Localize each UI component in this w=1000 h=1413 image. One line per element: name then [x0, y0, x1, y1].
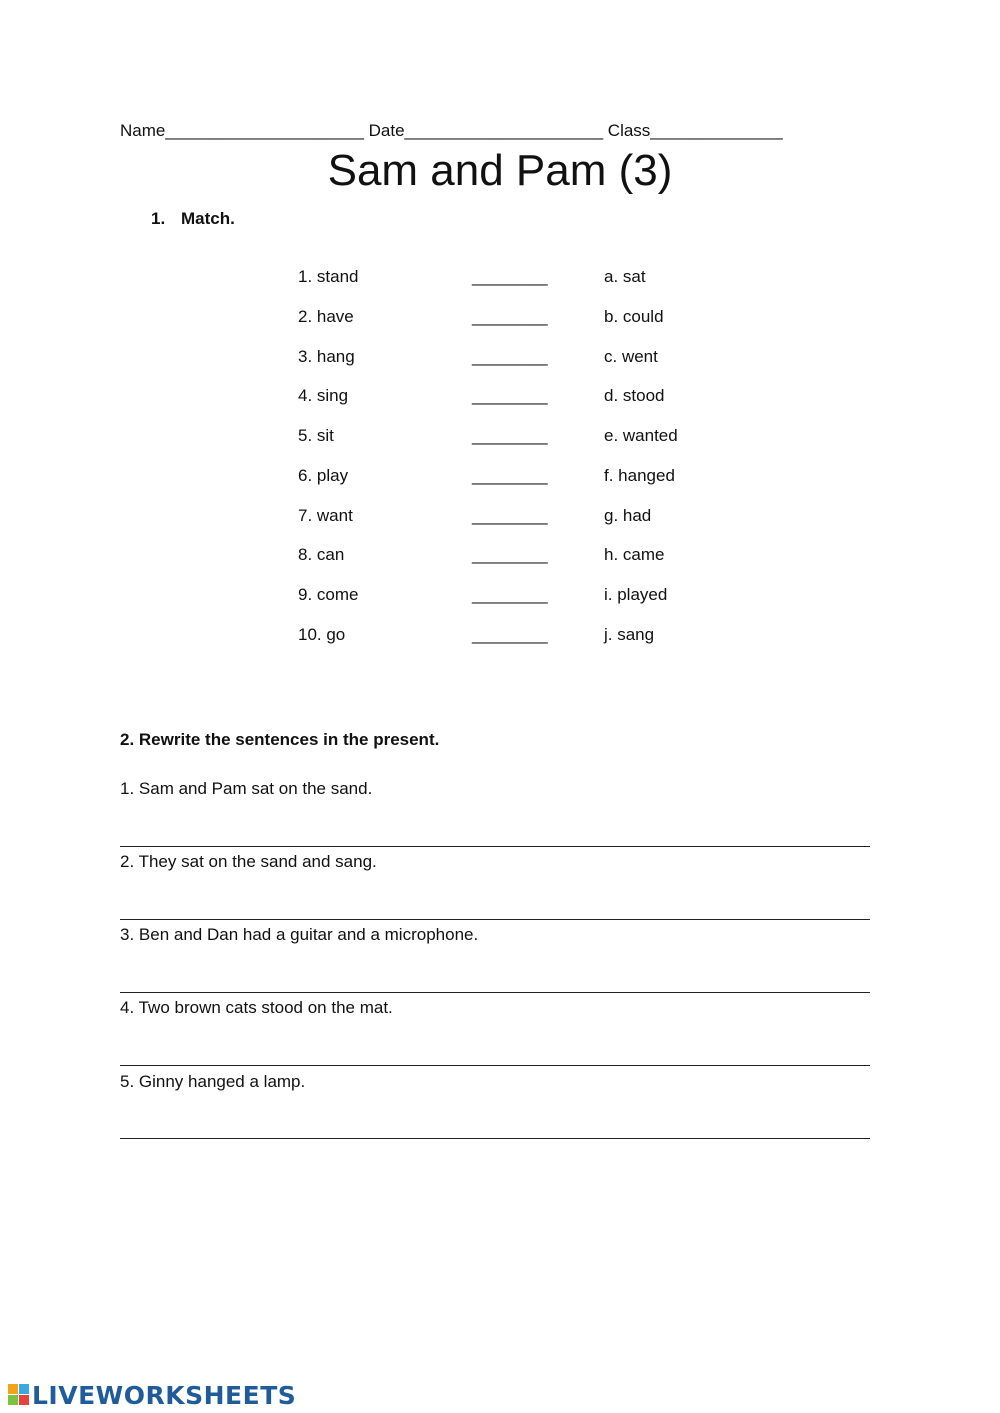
match-word: 2. have	[298, 307, 354, 326]
match-answer-blank[interactable]: ________	[472, 466, 548, 485]
sentence-prompt: 5. Ginny hanged a lamp.	[120, 1072, 306, 1091]
answer-line[interactable]	[120, 992, 870, 993]
sentence-prompt: 3. Ben and Dan had a guitar and a microphone.	[120, 925, 479, 944]
match-row	[0, 267, 1000, 291]
match-option: j. sang	[604, 625, 655, 644]
match-word: 4. sing	[298, 386, 349, 405]
match-word: 8. can	[298, 545, 345, 564]
sentence-prompt: 4. Two brown cats stood on the mat.	[120, 998, 393, 1017]
match-option: f. hanged	[604, 466, 675, 485]
sentence-prompt: 1. Sam and Pam sat on the sand.	[120, 779, 373, 798]
match-answer-blank[interactable]: ________	[472, 545, 548, 564]
match-option: i. played	[604, 585, 668, 604]
match-row	[0, 426, 1000, 450]
match-answer-blank[interactable]: ________	[472, 267, 548, 286]
match-answer-blank[interactable]: ________	[472, 625, 548, 644]
match-row	[0, 585, 1000, 609]
answer-line[interactable]	[120, 919, 870, 920]
sentence-prompt: 2. They sat on the sand and sang.	[120, 852, 377, 871]
match-answer-blank[interactable]: ________	[472, 426, 548, 445]
worksheet-title: Sam and Pam (3)	[327, 146, 673, 195]
student-info-line: Name_____________________ Date_____________________ Class______________	[120, 121, 783, 140]
answer-line[interactable]	[120, 1065, 870, 1066]
liveworksheets-logo	[8, 1380, 296, 1410]
match-word: 3. hang	[298, 347, 355, 366]
match-row	[0, 347, 1000, 371]
match-answer-blank[interactable]: ________	[472, 506, 548, 525]
match-answer-blank[interactable]: ________	[472, 585, 548, 604]
match-option: e. wanted	[604, 426, 678, 445]
match-option: h. came	[604, 545, 665, 564]
match-row	[0, 545, 1000, 569]
answer-line[interactable]	[120, 846, 870, 847]
match-word: 5. sit	[298, 426, 334, 445]
section-1-number: 1.	[151, 209, 166, 228]
match-option: b. could	[604, 307, 664, 326]
match-word: 6. play	[298, 466, 349, 485]
match-row	[0, 307, 1000, 331]
match-word: 7. want	[298, 506, 353, 525]
match-option: d. stood	[604, 386, 665, 405]
match-word: 10. go	[298, 625, 346, 644]
match-row	[0, 386, 1000, 410]
match-answer-blank[interactable]: ________	[472, 386, 548, 405]
match-word: 1. stand	[298, 267, 359, 286]
match-word: 9. come	[298, 585, 359, 604]
match-option: g. had	[604, 506, 652, 525]
answer-line[interactable]	[120, 1138, 870, 1139]
match-option: c. went	[604, 347, 658, 366]
logo-text: LIVEWORKSHEETS	[32, 1380, 297, 1410]
match-row	[0, 625, 1000, 649]
logo-squares-icon	[8, 1384, 30, 1406]
match-answer-blank[interactable]: ________	[472, 307, 548, 326]
match-answer-blank[interactable]: ________	[472, 347, 548, 366]
match-option: a. sat	[604, 267, 646, 286]
section-1-title: Match.	[181, 209, 235, 228]
section-1-heading	[151, 209, 235, 229]
section-2-heading: 2. Rewrite the sentences in the present.	[120, 730, 440, 749]
match-row	[0, 506, 1000, 530]
match-row	[0, 466, 1000, 490]
